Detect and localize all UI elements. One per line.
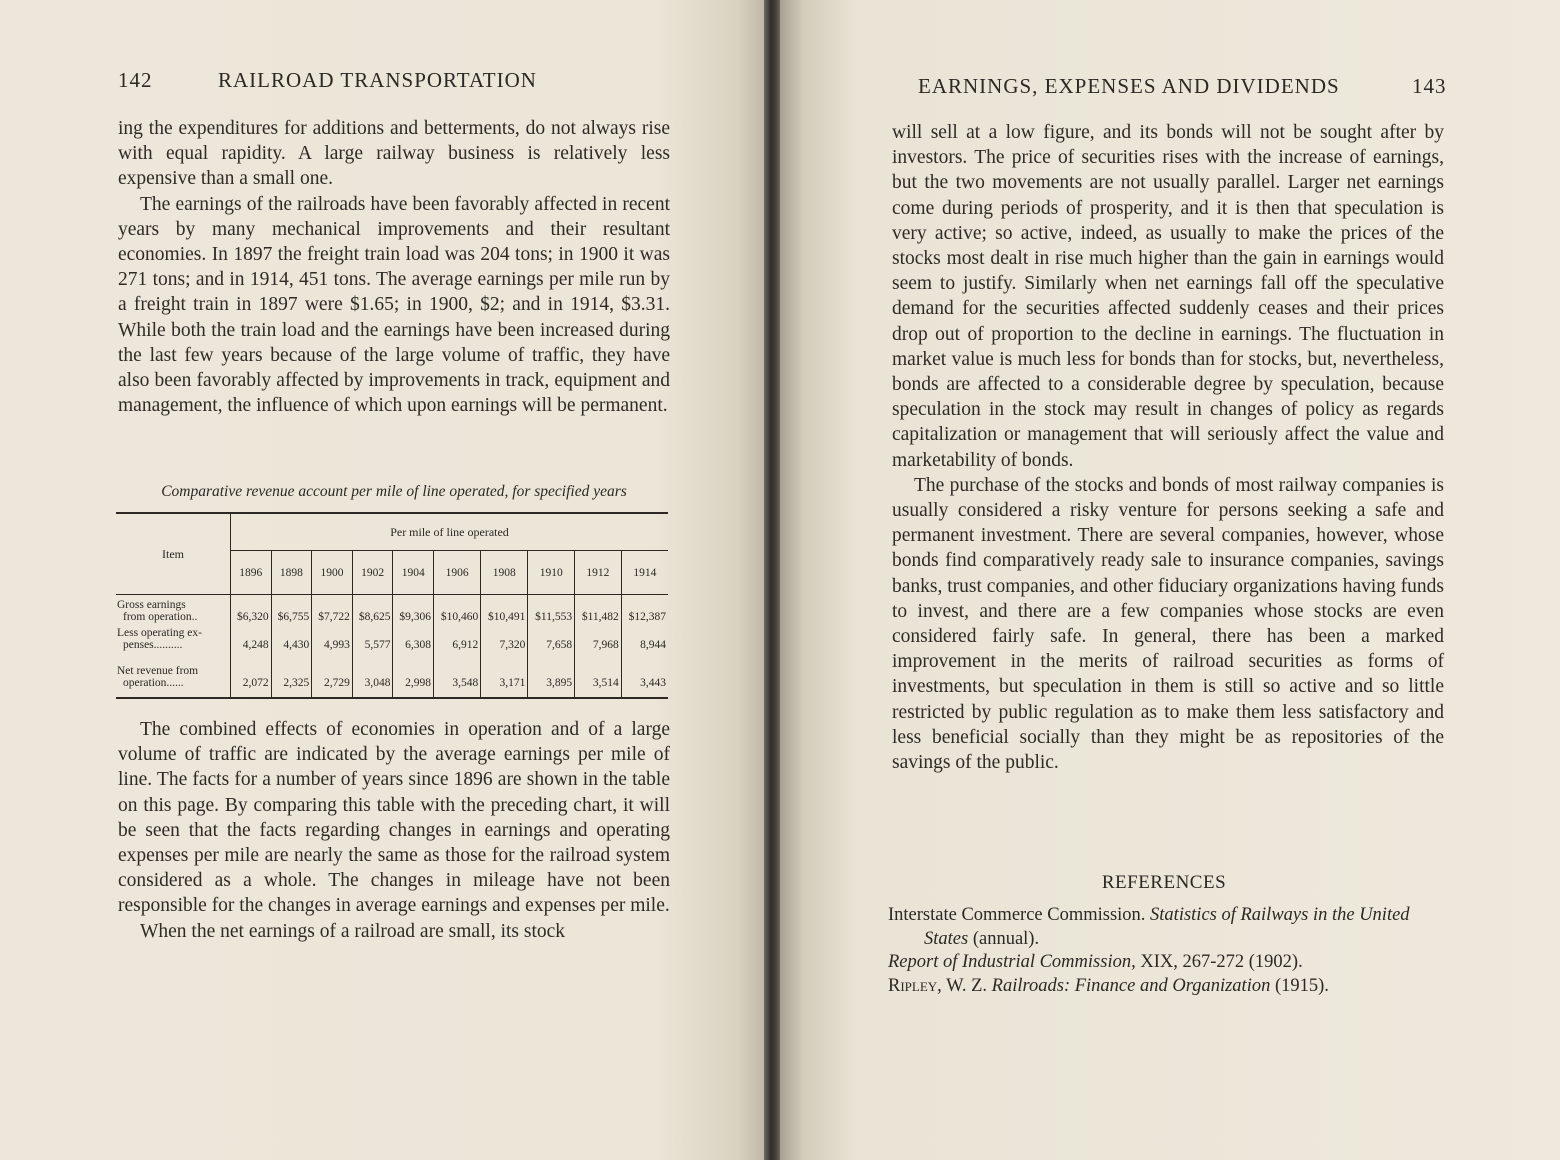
table-item-header: Item: [116, 513, 231, 595]
reference-detail: (annual).: [972, 928, 1040, 949]
right-text: [892, 120, 1444, 775]
table-cell: 6,912: [434, 623, 481, 653]
table-caption: Comparative revenue account per mile of line operated, for specified years: [161, 483, 627, 500]
reference-item: [888, 951, 1448, 975]
row-label: [116, 623, 231, 653]
table-cell: $6,320: [231, 595, 272, 624]
table-cell: 7,968: [575, 623, 622, 653]
table-cell: 6,308: [393, 623, 434, 653]
left-running-head: RAILROAD TRANSPORTATION: [218, 68, 537, 92]
row-label-line: penses..........: [123, 639, 183, 651]
table-cell: $12,387: [621, 595, 668, 624]
table-cell: 2,998: [393, 653, 434, 698]
table-row-operating-expenses: [116, 623, 668, 653]
left-page-number: 142: [118, 68, 153, 92]
year-header: 1908: [481, 551, 528, 595]
year-header: 1914: [621, 551, 668, 595]
paragraph: The purchase of the stocks and bonds of most railway companies is usually considered a risky venture for persons seeking a safe and permanent investment. There are several companies, however, whose bonds find comparatively ready sale to insurance companies, savings banks, trust companies, and other fiduciary organizations having funds to invest, and there are a few companies whose stocks are even considered fairly safe. In general, there has been a marked improvement in the merits of railroad securities as forms of investments, but speculation in them is still so active and so little restricted by public regulation as to make them less satisfactory and less beneficial socially than they might be as repositories of the savings of the public.: [892, 474, 1445, 774]
year-header: 1902: [352, 551, 393, 595]
revenue-table: [116, 512, 668, 699]
row-label: [116, 595, 231, 624]
reference-detail: XIX, 267-272 (1902).: [1140, 952, 1303, 972]
table-cell: 4,993: [312, 623, 353, 653]
paragraph: will sell at a low figure, and its bonds will not be sought after by investors. The price of securities rises with the increase of earnings, but the two movements are not usually parallel. Larger net earnings come during periods of prosperity, and it is then that speculation is very active; so active, indeed, as usually to make the prices of the stocks most dealt in rise much higher than the gain in earnings would seem to justify. Similarly when net earnings fall off the speculative demand for the securities affected suddenly ceases and their prices drop out of proportion to the decline in earnings. The fluctuation in market value is much less for bonds than for stocks, but, nevertheless, bonds are affected to a considerable degree by speculation, because speculation in the stock may result in changes of policy as regards capitalization or management that will seriously affect the value and marketability of bonds.: [892, 122, 1444, 471]
references-heading: REFERENCES: [1101, 872, 1227, 893]
references-list: [888, 904, 1448, 998]
year-header: 1896: [231, 551, 272, 595]
reference-title: Railroads: Finance and Organization: [991, 975, 1271, 996]
table-cell: 3,443: [621, 653, 668, 698]
table-cell: 7,658: [528, 623, 575, 653]
reference-item: [888, 904, 1448, 951]
reference-item: [888, 975, 1448, 999]
table-cell: $10,460: [434, 595, 481, 624]
table-cell: 3,895: [528, 653, 575, 698]
table-cell: 2,072: [231, 653, 272, 698]
right-page-number: 143: [1412, 74, 1447, 98]
table-cell: 2,325: [271, 653, 312, 698]
table-cell: 7,320: [481, 623, 528, 653]
row-label-line: Less operating ex-: [117, 627, 202, 639]
table-cell: 5,577: [352, 623, 393, 653]
table-cell: 3,548: [434, 653, 481, 698]
year-header: 1904: [393, 551, 434, 595]
paragraph: The earnings of the railroads have been favorably affected in recent years by many mechanical improvements and their resultant economies. In 1897 the freight train load was 204 tons; in 1900 it was 271 tons; and in 1914, 451 tons. The average earnings per mile run by a freight train in 1897 were $1.65; in 1900, $2; and in 1914, $3.31. While both the train load and the earnings have been increased during the last few years because of the large volume of traffic, they have also been favorably affected by improvements in track, equipment and management, the influence of which upon earnings will be permanent.: [118, 193, 670, 417]
table-cell: 4,430: [271, 623, 312, 653]
reference-title: Statistics of Railways in the United States: [924, 905, 1410, 949]
table-cell: $6,755: [271, 595, 312, 624]
row-label-line: operation......: [123, 677, 184, 689]
reference-title: Report of Industrial Commission,: [888, 952, 1136, 972]
left-page: [0, 0, 768, 1160]
right-running-head: EARNINGS, EXPENSES AND DIVIDENDS: [918, 74, 1340, 98]
row-label: [116, 653, 231, 698]
table-cell: $9,306: [393, 595, 434, 624]
row-label-line: Net revenue from: [117, 665, 199, 677]
table-row-gross-earnings: [116, 595, 668, 624]
table-cell: 3,171: [481, 653, 528, 698]
paragraph: ing the expenditures for additions and betterments, do not always rise with equal rapidity. A large railway business is relatively less expensive than a small one.: [118, 118, 670, 190]
left-text-upper: [118, 116, 670, 418]
reference-author: Interstate Commerce Commission.: [888, 905, 1146, 925]
table-cell: 3,048: [352, 653, 393, 698]
reference-author: Ripley, W. Z.: [888, 975, 988, 996]
paragraph: When the net earnings of a railroad are small, its stock: [140, 920, 566, 942]
table-cell: $8,625: [352, 595, 393, 624]
row-label-line: Gross earnings: [117, 599, 186, 611]
table-cell: 8,944: [621, 623, 668, 653]
table-cell: $7,722: [312, 595, 353, 624]
table-cell: 3,514: [575, 653, 622, 698]
table-cell: $11,482: [575, 595, 622, 624]
year-header: 1906: [434, 551, 481, 595]
year-header: 1910: [528, 551, 575, 595]
table-cell: 2,729: [312, 653, 353, 698]
year-header: 1900: [312, 551, 353, 595]
table-span-header: Per mile of line operated: [231, 513, 669, 551]
year-header: 1912: [575, 551, 622, 595]
table-cell: $10,491: [481, 595, 528, 624]
table-row-net-revenue: [116, 653, 668, 698]
reference-detail: (1915).: [1274, 975, 1329, 996]
table-cell: 4,248: [231, 623, 272, 653]
row-label-line: from operation..: [123, 611, 198, 623]
paragraph: The combined effects of economies in operation and of a large volume of traffic are indicated by the average earnings per mile of line. The facts for a number of years since 1896 are shown in the table on this page. By comparing this table with the preceding chart, it will be seen that the facts regarding changes in earnings and operating expenses per mile are nearly the same as those for the railroad system considered as a whole. The changes in mileage have not been responsible for the changes in average earnings and expenses per mile.: [118, 719, 670, 917]
left-text-lower: [118, 717, 670, 944]
year-header: 1898: [271, 551, 312, 595]
table-cell: $11,553: [528, 595, 575, 624]
